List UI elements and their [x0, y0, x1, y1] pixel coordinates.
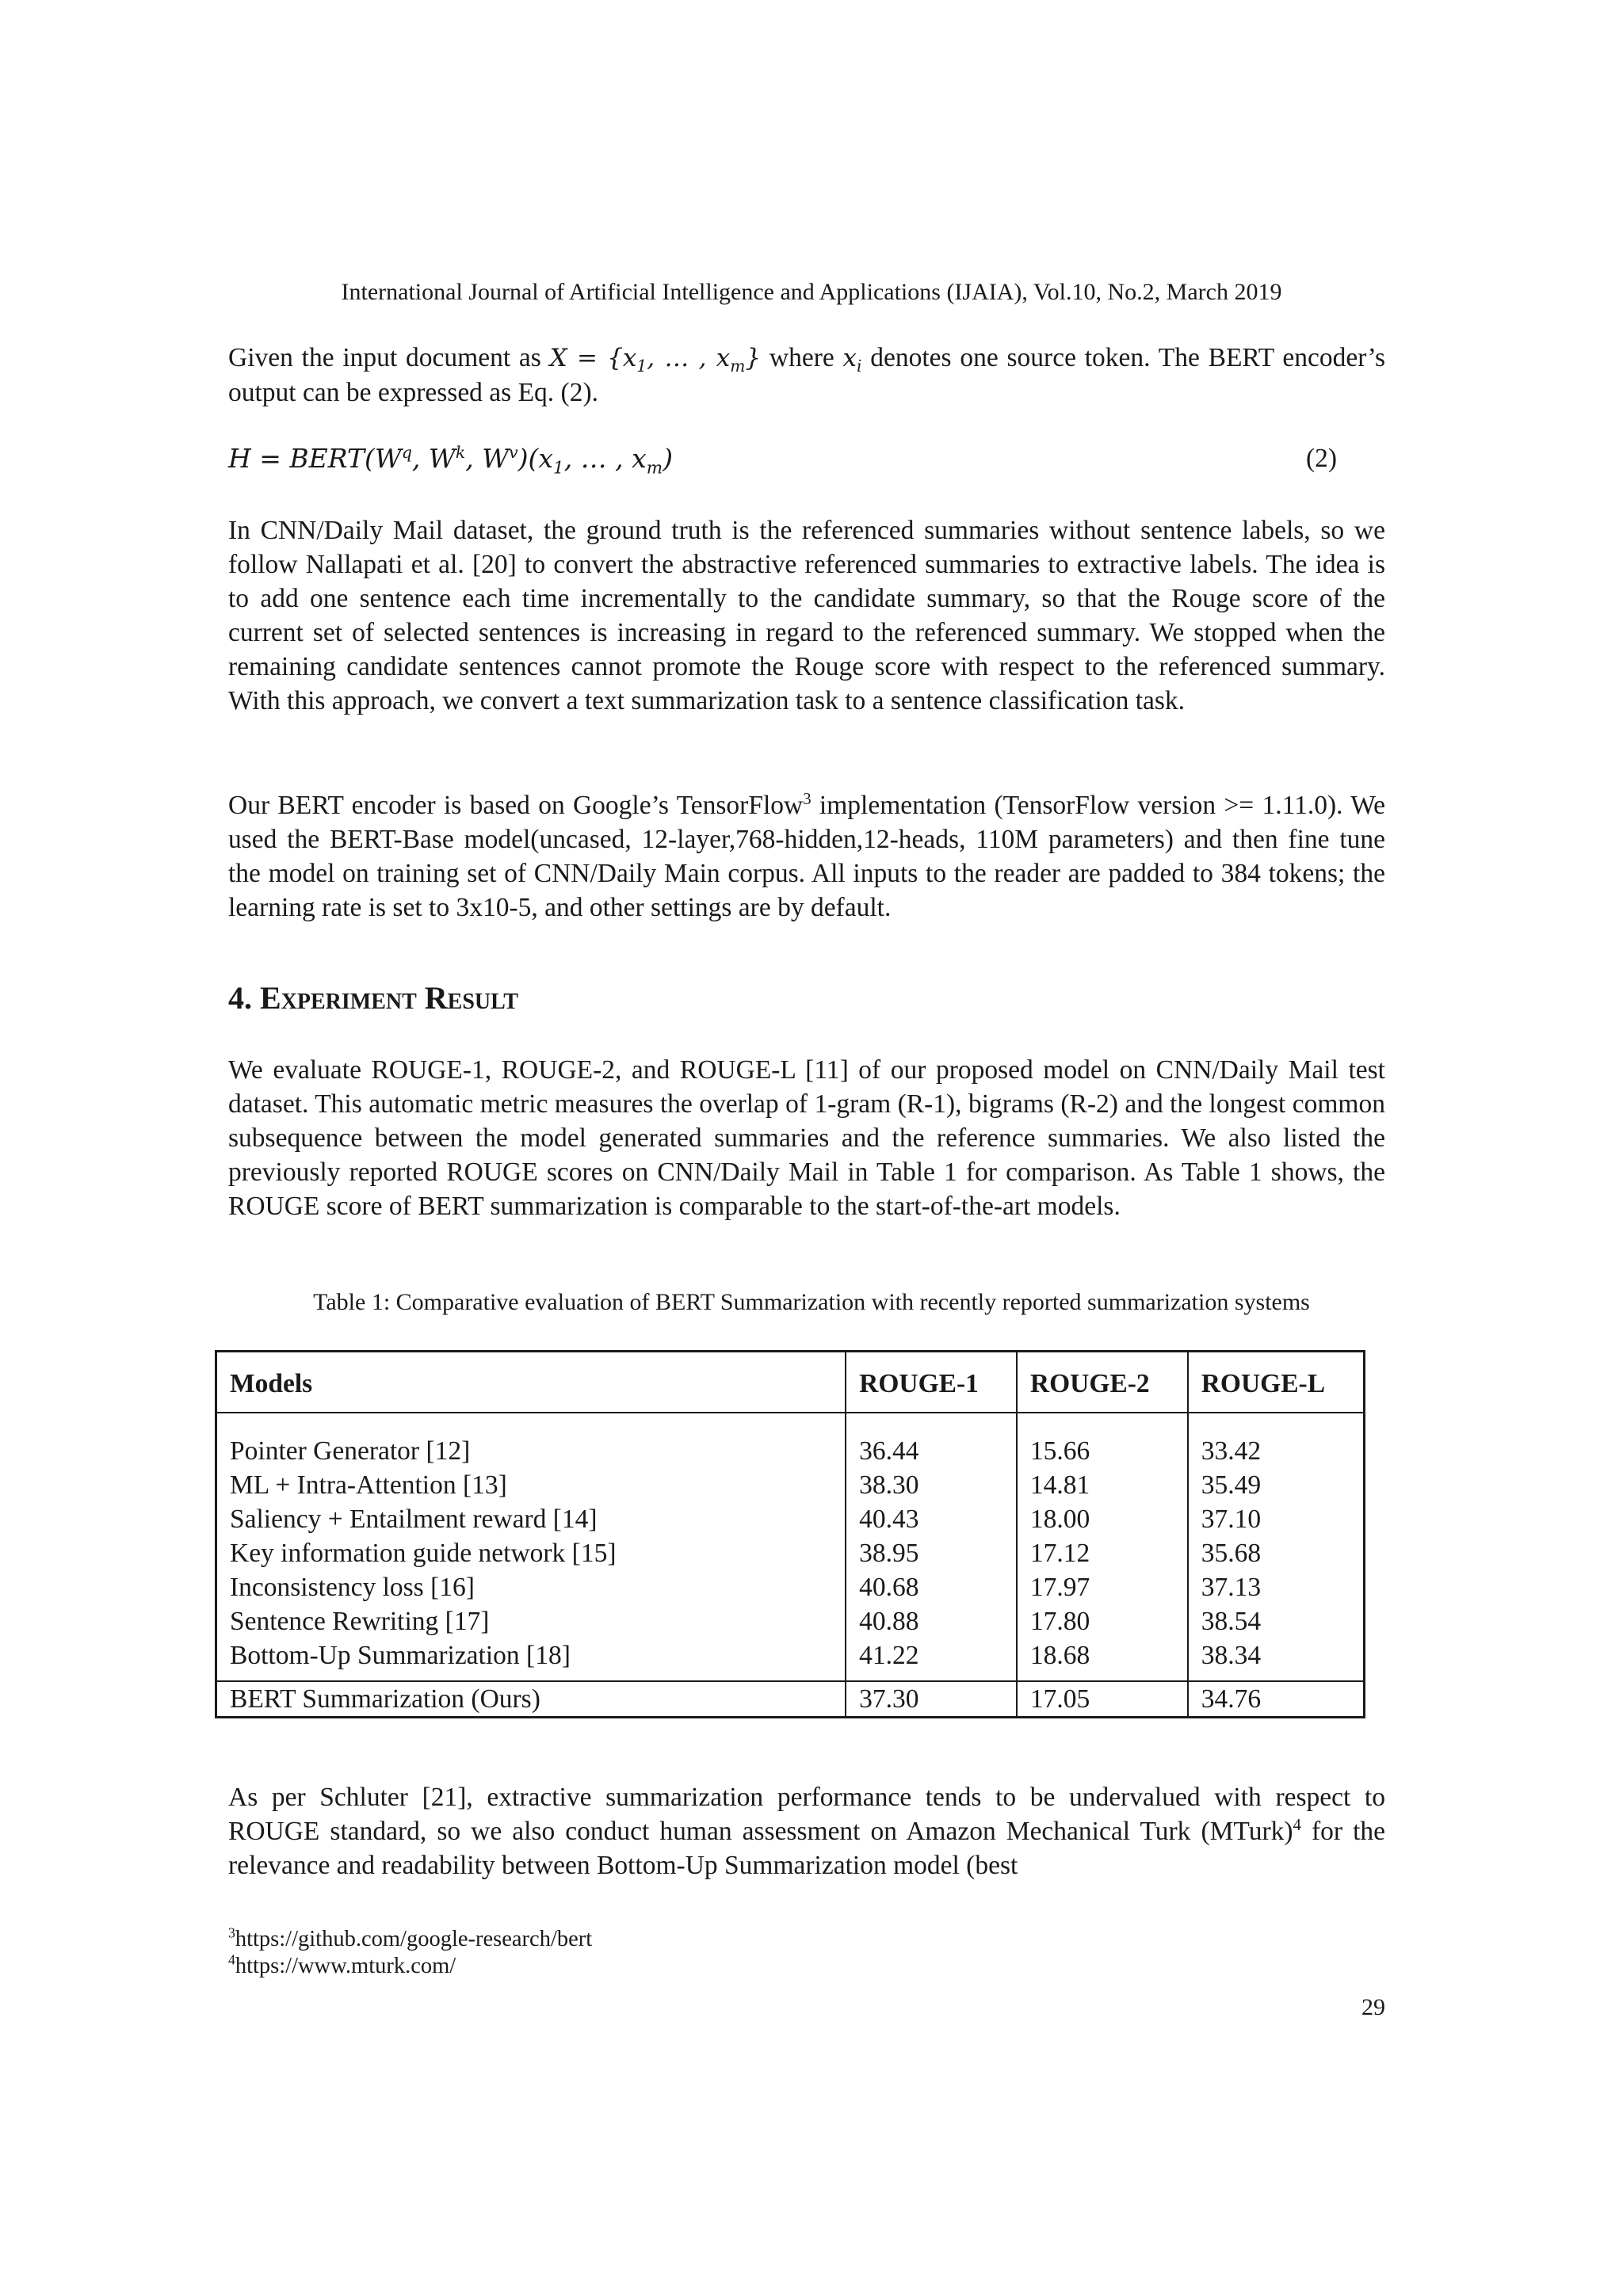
table-row-ours — [216, 1681, 1365, 1718]
footnotes — [228, 1924, 593, 1981]
model-name: Inconsistency loss [16] — [230, 1573, 475, 1602]
human-eval-text-a: As per Schluter [21], extractive summarization performance tends to be undervalued with respect to ROUGE standard, so we also conduct human assessment on Amazon Mechanical Turk (MTurk) — [228, 1783, 1385, 1846]
footnote-3-mark: 3 — [228, 1924, 235, 1941]
intro-text-b: where — [761, 343, 843, 372]
human-eval-paragraph — [228, 1780, 1385, 1882]
rouge-1-value: 40.43 — [859, 1505, 919, 1534]
rouge-1-value: 38.95 — [859, 1539, 919, 1568]
encoder-paragraph — [228, 788, 1385, 925]
rouge-1-value: 38.30 — [859, 1470, 919, 1500]
rouge-l-value: 33.42 — [1201, 1436, 1262, 1466]
footnote-4-link[interactable]: https://www.mturk.com/ — [235, 1954, 456, 1978]
model-name: Saliency + Entailment reward [14] — [230, 1505, 598, 1534]
ours-rouge-l: 34.76 — [1188, 1681, 1365, 1718]
rouge-1-value: 40.88 — [859, 1607, 919, 1636]
token-symbol: $x_i$ — [842, 344, 862, 376]
intro-text-a: Given the input document as — [228, 343, 550, 372]
models-column — [216, 1413, 846, 1681]
rouge-l-value: 38.34 — [1201, 1641, 1262, 1670]
results-table — [215, 1350, 1365, 1718]
rouge-l-value: 35.68 — [1201, 1539, 1262, 1568]
encoder-text-b: implementation (TensorFlow version >= 1.11.0). We used the BERT-Base model(uncased, 12-layer,768-hidden,12-heads, 110M parameters) and then fine tune the model on training set of CNN/Daily Main corpus. All inputs to the reader are padded to 384 tokens; the learning rate is set to 3x10-5, and other settings are by default. — [228, 791, 1385, 922]
rouge-1-value: 36.44 — [859, 1436, 919, 1466]
equation-number: (2) — [1306, 444, 1338, 473]
model-name: Pointer Generator [12] — [230, 1436, 471, 1466]
rouge-1-value: 41.22 — [859, 1641, 919, 1670]
rouge-2-value: 18.68 — [1029, 1641, 1090, 1670]
header-rouge-l: ROUGE-L — [1188, 1352, 1365, 1413]
model-name: Sentence Rewriting [17] — [230, 1607, 490, 1636]
intro-text-c: denotes one source token. The BERT encoder’s output can be expressed as Eq. (2). — [228, 343, 1385, 407]
header-rouge-2: ROUGE-2 — [1017, 1352, 1188, 1413]
rouge-l-value: 37.13 — [1201, 1573, 1262, 1602]
rouge-l-value: 35.49 — [1201, 1470, 1262, 1500]
labels-paragraph-text: In CNN/Daily Mail dataset, the ground truth is the referenced summaries without sentence labels, so we follow Nallapati et al. [20] to convert the abstractive referenced summaries to extractive labels. The idea is to add one sentence each time incrementally to the candidate summary, so that the Rouge score of the current set of selected sentences is increasing in regard to the referenced summary. We stopped when the remaining candidate sentences cannot promote the Rouge score with respect to the referenced summary. With this approach, we convert a text summarization task to a sentence classification task. — [228, 516, 1385, 715]
table-body-row — [216, 1413, 1365, 1681]
model-name: Key information guide network [15] — [230, 1539, 617, 1568]
running-header: International Journal of Artificial Intelligence and Applications (IJAIA), Vol.10, No.2, March 2019 — [341, 279, 1282, 305]
ours-model: BERT Summarization (Ours) — [216, 1681, 846, 1718]
evaluation-paragraph-text: We evaluate ROUGE-1, ROUGE-2, and ROUGE-L [11] of our proposed model on CNN/Daily Mail test dataset. This automatic metric measures the overlap of 1-gram (R-1), bigrams (R-2) and the longest common subsequence between the model generated summaries and the reference summaries. We also listed the previously reported ROUGE scores on CNN/Daily Mail in Table 1 for comparison. As Table 1 shows, the ROUGE score of BERT summarization is comparable to the start-of-the-art models. — [228, 1055, 1385, 1221]
ours-rouge-2: 17.05 — [1017, 1681, 1188, 1718]
model-name: Bottom-Up Summarization [18] — [230, 1641, 571, 1670]
labels-paragraph — [228, 513, 1385, 718]
model-name: ML + Intra-Attention [13] — [230, 1470, 507, 1500]
table-header-row — [216, 1352, 1365, 1413]
rouge-2-value: 17.80 — [1029, 1607, 1090, 1636]
encoder-text-a: Our BERT encoder is based on Google’s TensorFlow — [228, 791, 804, 820]
evaluation-paragraph — [228, 1053, 1385, 1223]
rouge-2-value: 18.00 — [1029, 1505, 1090, 1534]
input-set-formula: $X = \{x_1$, … , $x_m$} — [549, 344, 762, 376]
rouge-2-value: 17.12 — [1029, 1539, 1090, 1568]
rouge-l-column — [1188, 1413, 1365, 1681]
header-models: Models — [216, 1352, 846, 1413]
rouge-1-column — [846, 1413, 1017, 1681]
human-eval-text-b: for the relevance and readability between Bottom-Up Summarization model (best — [228, 1817, 1385, 1880]
ours-rouge-1: 37.30 — [846, 1681, 1017, 1718]
rouge-l-value: 38.54 — [1201, 1607, 1262, 1636]
footnote-mark-3[interactable]: 3 — [803, 789, 812, 808]
rouge-2-value: 15.66 — [1029, 1436, 1090, 1466]
footnote-3-link[interactable]: https://github.com/google-research/bert — [235, 1927, 593, 1951]
equation-2: $H = BERT(W^q$, $W^k$, $W^v)(x_1$, … , $x_m$) — [228, 443, 673, 479]
section-heading: 4. Experiment Result — [228, 980, 518, 1016]
footnote-4-mark: 4 — [228, 1951, 235, 1968]
rouge-l-value: 37.10 — [1201, 1505, 1262, 1534]
intro-paragraph — [228, 341, 1385, 410]
header-rouge-1: ROUGE-1 — [846, 1352, 1017, 1413]
rouge-1-value: 40.68 — [859, 1573, 919, 1602]
table-caption: Table 1: Comparative evaluation of BERT Summarization with recently reported summarization systems — [313, 1289, 1310, 1315]
footnote-mark-4[interactable]: 4 — [1293, 1815, 1301, 1834]
rouge-2-value: 17.97 — [1029, 1573, 1090, 1602]
footnote-4 — [228, 1951, 592, 1978]
footnote-3 — [228, 1924, 593, 1951]
rouge-2-value: 14.81 — [1029, 1470, 1090, 1500]
rouge-2-column — [1017, 1413, 1188, 1681]
page-number: 29 — [1361, 1994, 1385, 2020]
